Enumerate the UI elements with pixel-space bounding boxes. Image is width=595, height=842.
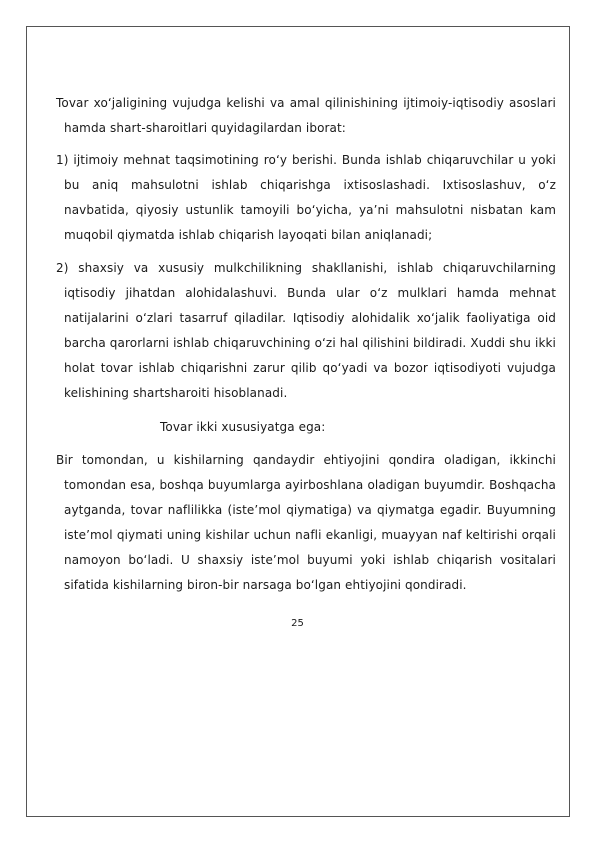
list-item-1: 1) ijtimoiy mehnat taqsimotining ro‘y berishi. Bunda ishlab chiqaruvchilar u yoki bu aniq mahsulotni ishlab chiqarishga ixtisoslashadi. Ixtisoslashuv, o‘z navbatida, qiyosiy ustunlik tamoyili bo‘yicha, ya’ni mahsulotni nisbatan kam muqobil qiymatda ishlab chiqarish layoqati bilan aniqlanadi; (56, 153, 556, 242)
page-number: 25 (291, 618, 304, 629)
body-paragraph: Bir tomondan, u kishilarning qandaydir ehtiyojini qondira oladigan, ikkinchi tomondan esa, boshqa buyumlarga ayirboshlana oladigan buyumdir. Boshqacha aytganda, tovar naflilikka (iste’mol qiymatiga) va qiymatga egadir. Buyumning iste’mol qiymati uning kishilar uchun nafli ekanligi, muayyan naf keltirishi orqali namoyon bo‘ladi. U shaxsiy iste’mol buyumi yoki ishlab chiqarish vositalari sifatida kishilarning biron-bir narsaga bo‘lgan ehtiyojini qondiradi. (56, 453, 556, 592)
intro-paragraph: Tovar xo‘jaligining vujudga kelishi va amal qilinishining ijtimoiy-iqtisodiy asoslari hamda shart-sharoitlari quyidagilardan iborat: (56, 96, 556, 135)
document-body (56, 91, 556, 629)
subheading: Tovar ikki xususiyatga ega: (160, 420, 326, 434)
list-item-2: 2) shaxsiy va xususiy mulkchilikning shakllanishi, ishlab chiqaruvchilarning iqtisodiy jihatdan alohidalashuvi. Bunda ular o‘z mulklari hamda mehnat natijalarini o‘zlari tasarruf qiladilar. Iqtisodiy alohidalik xo‘jalik faoliyatiga oid barcha qarorlarni ishlab chiqaruvchining o‘zi hal qilishini bildiradi. Xuddi shu ikki holat tovar ishlab chiqarishni zarur qilib qo‘yadi va bozor iqtisodiyoti vujudga kelishining shartsharoiti hisoblanadi. (56, 261, 556, 400)
